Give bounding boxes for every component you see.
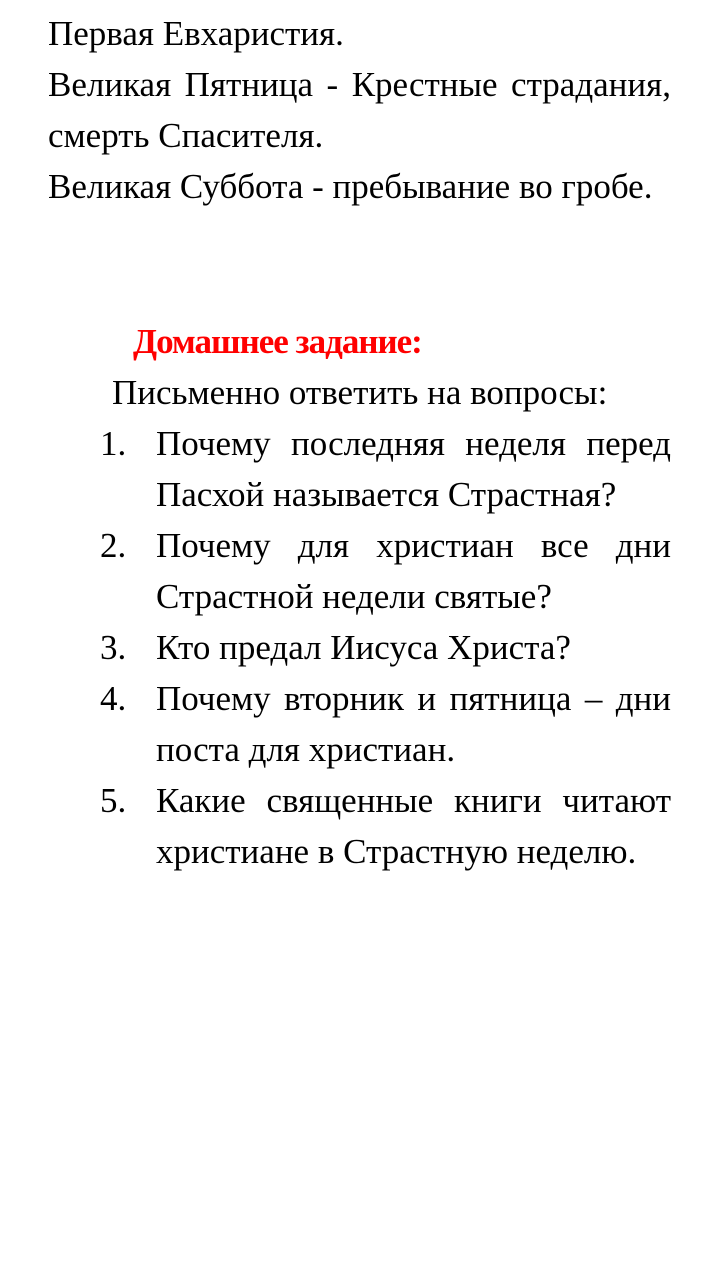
- questions-list: [0, 418, 720, 877]
- question-text: Почему для христиан все дни Страстной недели святые?: [156, 526, 671, 616]
- question-number: 1.: [100, 424, 127, 463]
- question-number: 3.: [100, 628, 127, 667]
- paragraph-first-eucharist: Первая Евхаристия.: [48, 14, 344, 53]
- question-number: 5.: [100, 781, 127, 820]
- question-number: 2.: [100, 526, 127, 565]
- question-number: 4.: [100, 679, 127, 718]
- question-text: Кто предал Иисуса Христа?: [156, 628, 571, 667]
- question-text: Какие священные книги читают христиане в Страстную неделю.: [156, 781, 671, 871]
- question-item: [0, 775, 720, 877]
- question-item: [0, 520, 720, 622]
- paragraph-great-saturday: Великая Суббота - пребывание во гробе.: [48, 167, 653, 206]
- homework-intro: Письменно ответить на вопросы:: [112, 373, 608, 412]
- question-text: Почему последняя неделя перед Пасхой называется Страстная?: [156, 424, 671, 514]
- question-item: [0, 418, 720, 520]
- question-item: [0, 622, 720, 673]
- question-item: [0, 673, 720, 775]
- paragraph-great-friday: Великая Пятница - Крестные страдания, смерть Спасителя.: [48, 65, 671, 155]
- homework-heading: Домашнее задание:: [133, 322, 422, 361]
- question-text: Почему вторник и пятница – дни поста для христиан.: [156, 679, 671, 769]
